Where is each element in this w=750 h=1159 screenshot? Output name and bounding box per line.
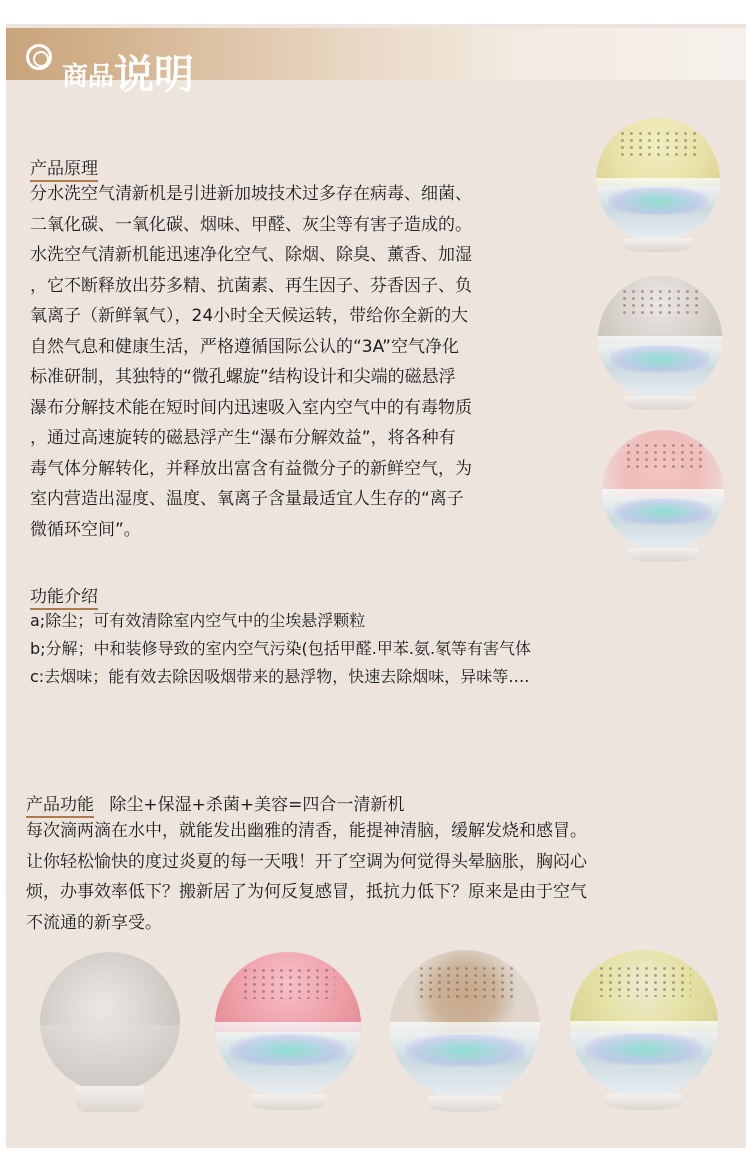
function-line: 每次滴两滴在水中，就能发出幽雅的清香，能提神清脑，缓解发烧和感冒。 bbox=[26, 821, 587, 841]
function-subtitle: 除尘+保湿+杀菌+美容=四合一清新机 bbox=[109, 795, 405, 815]
feature-item: c:去烟味；能有效去除因吸烟带来的悬浮物，快速去除烟味，异味等…. bbox=[30, 667, 530, 686]
section-banner bbox=[6, 28, 746, 98]
features-heading-text: 功能介绍 bbox=[30, 587, 98, 610]
product-image-silver bbox=[40, 952, 180, 1092]
principle-line: 毒气体分解转化，并释放出富含有益微分子的新鲜空气，为 bbox=[30, 458, 472, 479]
principle-line: 水洗空气清新机能迅速净化空气、除烟、除臭、薰香、加湿 bbox=[30, 245, 472, 265]
features-list bbox=[30, 607, 531, 691]
principle-line: 微循环空间”。 bbox=[30, 519, 141, 540]
product-base bbox=[606, 1094, 682, 1110]
function-line: 让你轻松愉快的度过炎夏的每一天哦！开了空调为何觉得头晕脑胀，胸闷心 bbox=[26, 851, 587, 872]
principle-line: 分水洗空气清新机是引进新加坡技术过多存在病毒、细菌、 bbox=[30, 184, 472, 204]
banner-title-big: 说明 bbox=[114, 51, 195, 98]
function-paragraph bbox=[26, 816, 706, 938]
banner-title bbox=[62, 40, 194, 97]
product-base bbox=[628, 548, 698, 562]
product-base bbox=[625, 396, 695, 410]
features-heading bbox=[30, 582, 98, 607]
product-base bbox=[428, 1096, 502, 1112]
principle-line: 瀑布分解技术能在短时间内迅速吸入室内空气中的有毒物质 bbox=[30, 397, 472, 418]
function-heading-text: 产品功能 bbox=[26, 795, 94, 818]
principle-heading-text: 产品原理 bbox=[30, 159, 98, 182]
principle-line: 室内营造出湿度、温度、氧离子含量最适宜人生存的“离子 bbox=[30, 489, 464, 509]
principle-line: ，它不断释放出芬多精、抗菌素、再生因子、芬香因子、负 bbox=[30, 275, 472, 296]
function-line: 不流通的新享受。 bbox=[26, 912, 162, 933]
product-image-pink bbox=[602, 430, 724, 552]
principle-paragraph bbox=[30, 179, 560, 545]
principle-heading bbox=[30, 154, 98, 179]
principle-line: ，通过高速旋转的磁悬浮产生“瀑布分解效益”，将各种有 bbox=[30, 428, 456, 448]
principle-line: 自然气息和健康生活，严格遵循国际公认的“3A”空气净化 bbox=[30, 336, 459, 357]
product-image-yellow-large bbox=[570, 950, 718, 1098]
product-image-grey bbox=[598, 276, 722, 400]
feature-item: b;分解；中和装修导致的室内空气污染(包括甲醛.甲苯.氨.氡等有害气体 bbox=[30, 639, 532, 658]
product-image-pink-large bbox=[215, 952, 361, 1098]
product-image-yellow bbox=[596, 118, 720, 242]
product-base bbox=[76, 1086, 144, 1112]
function-heading bbox=[26, 790, 404, 815]
double-circle-icon bbox=[26, 44, 52, 70]
feature-item: a;除尘；可有效清除室内空气中的尘埃悬浮颗粒 bbox=[30, 611, 366, 630]
product-image-beige bbox=[390, 950, 540, 1100]
product-base bbox=[250, 1094, 326, 1110]
principle-line: 二氧化碳、一氧化碳、烟味、甲醛、灰尘等有害子造成的。 bbox=[30, 214, 472, 235]
function-line: 烦，办事效率低下？搬新居了为何反复感冒，抵抗力低下？原来是由于空气 bbox=[26, 882, 587, 902]
principle-line: 氧离子（新鲜氧气），24小时全天候运转，带给你全新的大 bbox=[30, 306, 469, 326]
principle-line: 标准研制，其独特的“微孔螺旋”结构设计和尖端的磁悬浮 bbox=[30, 367, 456, 387]
banner-title-small: 商品 bbox=[62, 62, 115, 92]
product-base bbox=[623, 238, 693, 252]
